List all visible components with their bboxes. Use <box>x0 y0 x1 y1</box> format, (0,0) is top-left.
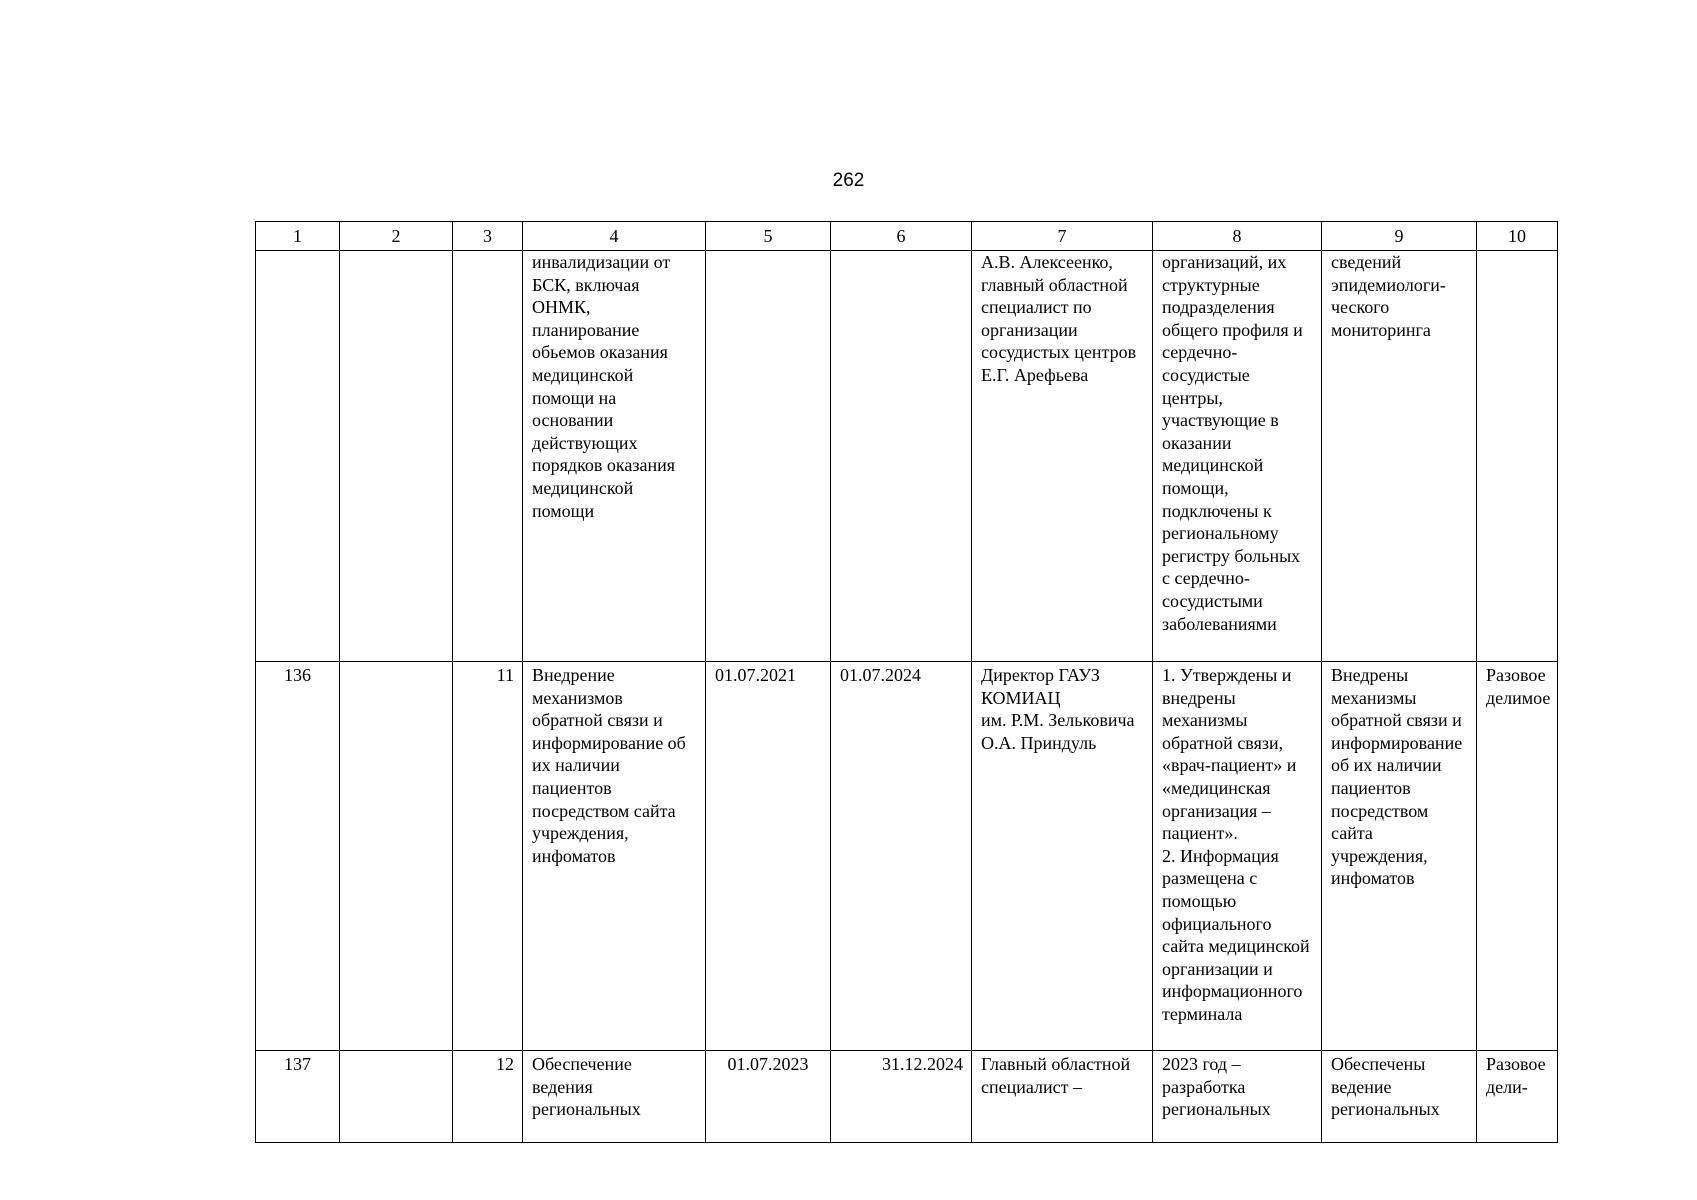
cell-col2 <box>340 662 453 1051</box>
cell-end-date <box>831 251 972 662</box>
table-header-row <box>256 222 1558 251</box>
header-cell: 10 <box>1477 222 1558 251</box>
table-row <box>256 251 1558 662</box>
cell-measure: Внедрение механизмов обратной связи и информирование об их наличии пациентов посредством сайта учреждения, инфоматов <box>523 662 706 1051</box>
cell-row-number: 137 <box>256 1051 340 1143</box>
cell-responsible: А.В. Алексеенко, главный областной специалист по организации сосудистых центров Е.Г. Арефьева <box>972 251 1153 662</box>
cell-item-number: 12 <box>453 1051 523 1143</box>
cell-row-number <box>256 251 340 662</box>
header-cell: 1 <box>256 222 340 251</box>
cell-col2 <box>340 251 453 662</box>
cell-result: 2023 год – разработка региональных <box>1153 1051 1322 1143</box>
cell-outcome: Внедрены механизмы обратной связи и информирование об их наличии пациентов посредством сайта учреждения, инфоматов <box>1322 662 1477 1051</box>
cell-measure: Обеспечение ведения региональных <box>523 1051 706 1143</box>
cell-type: Разовое делимое <box>1477 662 1558 1051</box>
cell-type <box>1477 251 1558 662</box>
cell-responsible: Директор ГАУЗ КОМИАЦ им. Р.М. Зельковича О.А. Приндуль <box>972 662 1153 1051</box>
cell-start-date <box>706 251 831 662</box>
plan-table <box>255 221 1558 1143</box>
cell-outcome: сведений эпидемиологи-ческого мониторинга <box>1322 251 1477 662</box>
cell-end-date: 01.07.2024 <box>831 662 972 1051</box>
cell-start-date: 01.07.2023 <box>706 1051 831 1143</box>
header-cell: 4 <box>523 222 706 251</box>
cell-item-number: 11 <box>453 662 523 1051</box>
header-cell: 8 <box>1153 222 1322 251</box>
cell-start-date: 01.07.2021 <box>706 662 831 1051</box>
table-row <box>256 662 1558 1051</box>
cell-row-number: 136 <box>256 662 340 1051</box>
header-cell: 9 <box>1322 222 1477 251</box>
table-row <box>256 1051 1558 1143</box>
cell-end-date: 31.12.2024 <box>831 1051 972 1143</box>
cell-result: организаций, их структурные подразделения общего профиля и сердечно-сосудистые центры, участвующие в оказании медицинской помощи, подключены к региональному регистру больных с сердечно-сосудистыми заболеваниями <box>1153 251 1322 662</box>
header-cell: 7 <box>972 222 1153 251</box>
header-cell: 3 <box>453 222 523 251</box>
cell-result: 1. Утверждены и внедрены механизмы обратной связи, «врач-пациент» и «медицинская организация – пациент». 2. Информация размещена с помощью официального сайта медицинской организации и информационного терминала <box>1153 662 1322 1051</box>
cell-type: Разовое дели- <box>1477 1051 1558 1143</box>
page-number: 262 <box>832 170 865 191</box>
cell-outcome: Обеспечены ведение региональных <box>1322 1051 1477 1143</box>
header-cell: 2 <box>340 222 453 251</box>
header-cell: 5 <box>706 222 831 251</box>
header-cell: 6 <box>831 222 972 251</box>
cell-measure: инвалидизации от БСК, включая ОНМК, планирование обьемов оказания медицинской помощи на основании действующих порядков оказания медицинской помощи <box>523 251 706 662</box>
cell-col2 <box>340 1051 453 1143</box>
cell-item-number <box>453 251 523 662</box>
cell-responsible: Главный областной специалист – <box>972 1051 1153 1143</box>
